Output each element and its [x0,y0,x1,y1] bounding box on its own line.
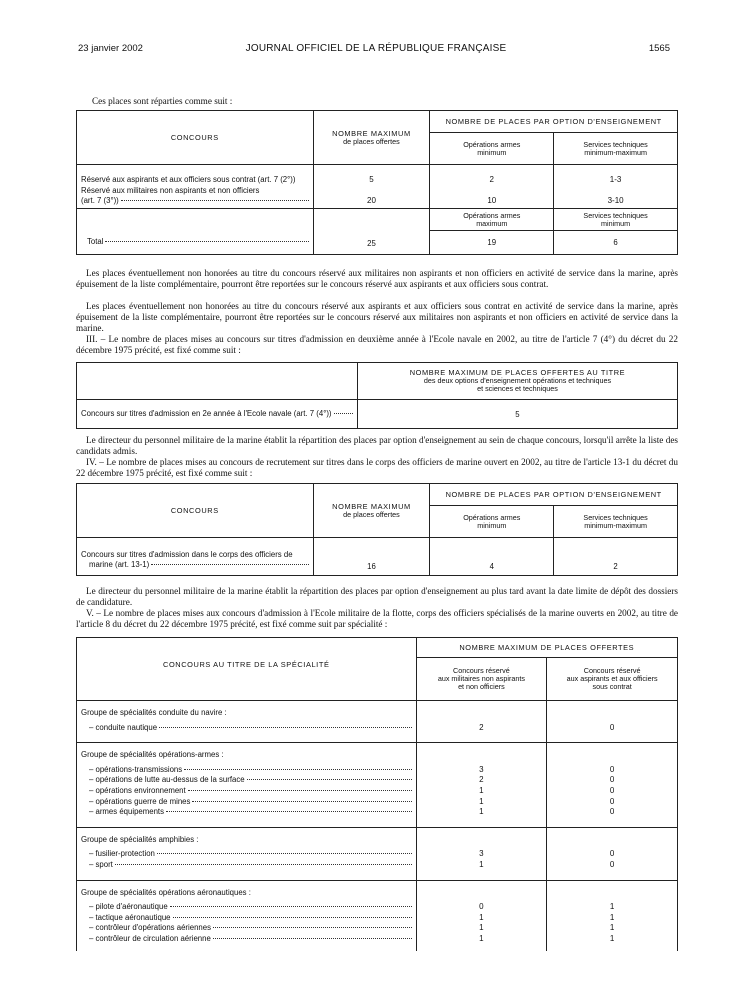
value-militaires: 0 [479,902,484,912]
sub2-ops: Opérations armes maximum [430,209,554,231]
specialty-label: – contrôleur d'opérations aériennes [89,923,211,933]
list-item [81,934,412,945]
t3-sub-serv: Services techniques minimum-maximum [554,506,678,538]
t3-row-max: 16 [313,538,430,576]
header-date: 23 janvier 2002 [78,43,143,54]
specialty-group [77,743,678,828]
value-aspirants: 0 [609,764,615,774]
row1-ops: 2 [489,175,494,184]
specialty-label: – opérations environnement [89,785,186,795]
total-serv: 6 [554,231,678,255]
group-title: Groupe de spécialités opérations aéronautiques : [81,887,251,897]
value-militaires: 1 [479,807,484,817]
specialty-label: – armes équipements [89,807,164,817]
row1-max: 5 [369,175,374,184]
row2-ops: 10 [487,196,497,206]
row2-label-1: Réservé aux militaires non aspirants et non officiers [81,185,260,195]
value-militaires: 3 [479,764,484,774]
t3-sub-ops: Opérations armes minimum [430,506,554,538]
specialty-group [77,880,678,950]
list-item [81,913,412,924]
paragraph-3: III. – Le nombre de places mises au concours sur titres d'admission en deuxième année à l'Ecole navale en 2002, au titre de l'article 7 (4°) du décret du 22 décembre 1975 précité, est fixé comme suit : [76,334,678,355]
specialty-label: – sport [89,859,113,869]
total-ops: 19 [430,231,554,255]
t4-body [77,701,678,951]
list-item [81,902,412,913]
list-item [81,807,412,818]
paragraph-7: V. – Le nombre de places mises aux concours d'admission à l'Ecole militaire de la flotte, corps des officiers spécialisés de la marine ouverts en 2002, au titre de l'article 8 du décret du 22 décembre 1975 précité, est fixé comme suit par spécialité : [76,608,678,629]
paragraph-2: Les places éventuellement non honorées au titre du concours réservé aux aspirants et aux officiers sous contrat en activité de service dans la marine, après épuisement de la liste complémentaire, pourront être reportées sur le concours réservé aux militaires non aspirants et non officiers en activité de service dans la marine. [76,301,678,333]
paragraph-1: Les places éventuellement non honorées au titre du concours réservé aux militaires non aspirants et non officiers en activité de service dans la marine, après épuisement de la liste complémentaire, pourront être reportées sur le concours réservé aux aspirants et aux officiers sous contrat. [76,268,678,289]
intro-text: Ces places sont réparties comme suit : [92,96,233,106]
t4-sub-b: Concours réservé aux aspirants et aux officiers sous contrat [547,658,678,701]
specialty-label: – opérations guerre de mines [89,796,191,806]
row2-serv: 3-10 [607,196,624,206]
value-militaires: 1 [479,923,484,933]
t3-row-label-2: marine (art. 13-1) [89,560,150,570]
value-aspirants: 0 [609,775,615,785]
value-militaires: 1 [479,785,484,795]
sub-serv: Services techniques minimum-maximum [554,133,678,165]
value-militaires: 1 [479,796,484,806]
value-aspirants: 0 [609,785,615,795]
value-aspirants: 1 [609,912,615,922]
specialty-label: – tactique aéronautique [89,912,171,922]
value-aspirants: 0 [609,807,615,817]
t4-col-concours: CONCOURS AU TITRE DE LA SPÉCIALITÉ [77,638,417,701]
paragraph-4: Le directeur du personnel militaire de la marine établit la répartition des places par option d'enseignement au sein de chaque concours, lorsqu'il arrête la liste des candidats admis. [76,435,678,456]
value-aspirants: 1 [609,923,615,933]
rows-labels [77,165,314,209]
value-militaires: 1 [479,912,484,922]
specialty-label: – opérations-transmissions [89,764,183,774]
value-militaires: 3 [479,849,484,859]
sub2-serv: Services techniques minimum [554,209,678,231]
table2-row-label: Concours sur titres d'admission en 2e année à l'Ecole navale (art. 7 (4°)) [81,408,332,418]
table-officiers-marine [76,483,678,576]
group-title: Groupe de spécialités conduite du navire : [81,708,227,717]
value-militaires: 1 [479,859,484,869]
paragraph-6: Le directeur du personnel militaire de la marine établit la répartition des places par option d'enseignement au plus tard avant la date limite de dépôt des dossiers de candidature. [76,586,678,607]
total-label: Total [87,237,104,247]
t3-col-option: NOMBRE DE PLACES PAR OPTION D'ENSEIGNEMENT [430,484,678,506]
specialty-group [77,827,678,880]
list-item [81,797,412,808]
col-option: NOMBRE DE PLACES PAR OPTION D'ENSEIGNEMENT [430,111,678,133]
row1-serv: 1-3 [609,175,622,184]
specialty-label: – opérations de lutte au-dessus de la surface [89,775,245,785]
table-places-concours [76,110,678,255]
table-specialites [76,637,678,951]
t3-row-ops: 4 [430,538,554,576]
specialty-group [77,701,678,743]
specialty-label: – conduite nautique [89,722,158,732]
value-militaires: 1 [479,933,484,943]
total-max: 25 [313,209,430,255]
list-item [81,723,412,734]
value-militaires: 2 [479,722,484,732]
value-aspirants: 1 [609,933,615,943]
value-aspirants: 0 [609,796,615,806]
header-title: JOURNAL OFFICIEL DE LA RÉPUBLIQUE FRANÇAISE [245,43,507,54]
value-aspirants: 1 [609,902,615,912]
value-militaires: 2 [479,775,484,785]
table2-header: NOMBRE MAXIMUM DE PLACES OFFERTES AU TITRE des deux options d'enseignement opérations et techniques et sciences et techniques [357,363,677,400]
t3-col-concours: CONCOURS [77,484,314,538]
specialty-label: – pilote d'aéronautique [89,902,168,912]
row2-max: 20 [367,196,376,206]
paragraph-5: IV. – Le nombre de places mises au concours de recrutement sur titres dans le corps des officiers de marine ouvert en 2002, au titre de l'article 13-1 du décret du 22 décembre 1975 précité, est fixé comme suit : [76,457,678,478]
list-item [81,860,412,871]
header-page-number: 1565 [648,43,670,54]
t4-col-max: NOMBRE MAXIMUM DE PLACES OFFERTES [416,638,677,658]
sub-ops: Opérations armes minimum [430,133,554,165]
value-aspirants: 0 [609,859,615,869]
value-aspirants: 0 [609,722,615,732]
list-item [81,923,412,934]
value-aspirants: 0 [609,849,615,859]
list-item [81,765,412,776]
col-concours: CONCOURS [77,111,314,165]
specialty-label: – contrôleur de circulation aérienne [89,933,211,943]
row2-label-2: (art. 7 (3°)) [81,196,119,206]
t3-col-max: NOMBRE MAXIMUM de places offertes [313,484,430,538]
t3-row-serv: 2 [554,538,678,576]
table-ecole-navale [76,362,678,429]
group-title: Groupe de spécialités amphibies : [81,834,199,844]
col-max: NOMBRE MAXIMUM de places offertes [313,111,430,165]
list-item [81,786,412,797]
t4-sub-a: Concours réservé aux militaires non aspirants et non officiers [416,658,547,701]
table2-row-value: 5 [357,400,677,429]
t3-row-label-1: Concours sur titres d'admission dans le corps des officiers de [81,549,293,559]
list-item [81,775,412,786]
specialty-label: – fusilier-protection [89,849,155,859]
row1-label: Réservé aux aspirants et aux officiers sous contrat (art. 7 (2°)) [81,175,296,184]
group-title: Groupe de spécialités opérations-armes : [81,750,224,760]
list-item [81,849,412,860]
